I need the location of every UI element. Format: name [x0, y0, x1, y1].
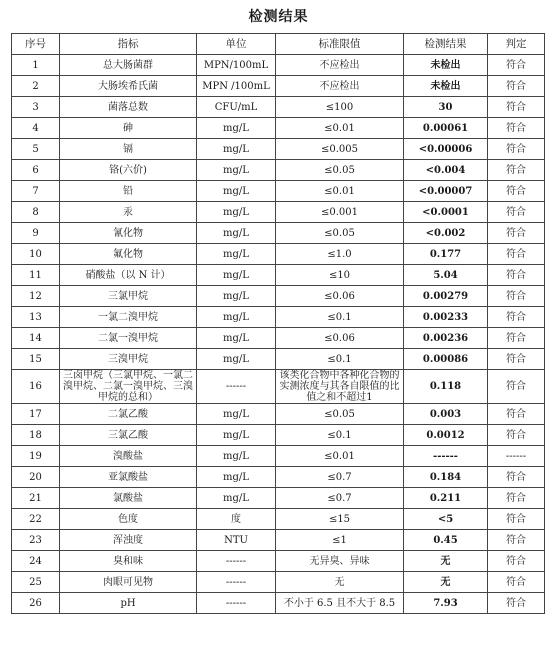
- table-row: [12, 467, 545, 488]
- cell-limit: 无异臭、异味: [276, 551, 404, 572]
- cell-indicator: 汞: [60, 202, 197, 223]
- table-row: [12, 572, 545, 593]
- cell-unit: mg/L: [197, 139, 276, 160]
- table-row: [12, 118, 545, 139]
- cell-limit: ≤100: [276, 97, 404, 118]
- table-row: [12, 328, 545, 349]
- cell-indicator: 浑浊度: [60, 530, 197, 551]
- cell-result: 0.211: [404, 488, 488, 509]
- cell-indicator: 硝酸盐（以 N 计）: [60, 265, 197, 286]
- table-row: [12, 55, 545, 76]
- cell-unit: mg/L: [197, 181, 276, 202]
- cell-index: 12: [12, 286, 60, 307]
- cell-verdict: 符合: [488, 223, 545, 244]
- cell-indicator: 氯酸盐: [60, 488, 197, 509]
- table-row: [12, 244, 545, 265]
- cell-verdict: 符合: [488, 139, 545, 160]
- cell-unit: NTU: [197, 530, 276, 551]
- cell-index: 18: [12, 425, 60, 446]
- cell-result: 0.00233: [404, 307, 488, 328]
- cell-index: 26: [12, 593, 60, 614]
- cell-result: 0.118: [404, 370, 488, 404]
- cell-limit: 不应检出: [276, 55, 404, 76]
- cell-limit: ≤1: [276, 530, 404, 551]
- cell-index: 4: [12, 118, 60, 139]
- cell-result: 0.177: [404, 244, 488, 265]
- cell-index: 9: [12, 223, 60, 244]
- table-row: [12, 551, 545, 572]
- cell-index: 8: [12, 202, 60, 223]
- cell-limit: ≤0.1: [276, 307, 404, 328]
- cell-limit: ≤0.7: [276, 488, 404, 509]
- header-index: 序号: [12, 34, 60, 55]
- cell-result: 无: [404, 572, 488, 593]
- cell-unit: mg/L: [197, 160, 276, 181]
- cell-unit: 度: [197, 509, 276, 530]
- cell-unit: MPN/100mL: [197, 55, 276, 76]
- cell-verdict: 符合: [488, 286, 545, 307]
- page-title: 检测结果: [248, 9, 309, 25]
- cell-verdict: 符合: [488, 509, 545, 530]
- table-row: [12, 446, 545, 467]
- cell-unit: mg/L: [197, 425, 276, 446]
- cell-unit: mg/L: [197, 202, 276, 223]
- cell-result: 0.184: [404, 467, 488, 488]
- table-row: [12, 425, 545, 446]
- header-verdict: 判定: [488, 34, 545, 55]
- cell-unit: mg/L: [197, 467, 276, 488]
- table-row: [12, 593, 545, 614]
- cell-result: <0.0001: [404, 202, 488, 223]
- cell-index: 21: [12, 488, 60, 509]
- cell-verdict: 符合: [488, 55, 545, 76]
- cell-index: 11: [12, 265, 60, 286]
- cell-indicator: 氰化物: [60, 223, 197, 244]
- cell-index: 7: [12, 181, 60, 202]
- table-row: [12, 202, 545, 223]
- cell-index: 15: [12, 349, 60, 370]
- cell-indicator: 铬(六价): [60, 160, 197, 181]
- cell-indicator: 铅: [60, 181, 197, 202]
- cell-limit: ≤1.0: [276, 244, 404, 265]
- cell-index: 6: [12, 160, 60, 181]
- table-row: [12, 181, 545, 202]
- cell-result: <0.00007: [404, 181, 488, 202]
- cell-unit: ------: [197, 572, 276, 593]
- cell-unit: mg/L: [197, 118, 276, 139]
- cell-result: 0.45: [404, 530, 488, 551]
- cell-indicator: 三氯甲烷: [60, 286, 197, 307]
- cell-indicator: 臭和味: [60, 551, 197, 572]
- cell-indicator: 色度: [60, 509, 197, 530]
- cell-verdict: ------: [488, 446, 545, 467]
- cell-limit: 该类化合物中各种化合物的实测浓度与其各自限值的比值之和不超过1: [276, 370, 404, 404]
- table-row: [12, 509, 545, 530]
- cell-unit: MPN /100mL: [197, 76, 276, 97]
- header-unit: 单位: [197, 34, 276, 55]
- cell-index: 10: [12, 244, 60, 265]
- table-row: [12, 97, 545, 118]
- cell-limit: 无: [276, 572, 404, 593]
- cell-limit: ≤0.01: [276, 118, 404, 139]
- cell-index: 17: [12, 404, 60, 425]
- cell-limit: ≤0.001: [276, 202, 404, 223]
- cell-verdict: 符合: [488, 404, 545, 425]
- cell-verdict: 符合: [488, 370, 545, 404]
- cell-unit: mg/L: [197, 328, 276, 349]
- cell-verdict: 符合: [488, 244, 545, 265]
- cell-limit: 不小于 6.5 且不大于 8.5: [276, 593, 404, 614]
- cell-verdict: 符合: [488, 202, 545, 223]
- cell-verdict: 符合: [488, 307, 545, 328]
- cell-verdict: 符合: [488, 76, 545, 97]
- cell-index: 24: [12, 551, 60, 572]
- cell-limit: ≤0.05: [276, 160, 404, 181]
- cell-indicator: 亚氯酸盐: [60, 467, 197, 488]
- cell-indicator: 三氯乙酸: [60, 425, 197, 446]
- cell-indicator: 一氯二溴甲烷: [60, 307, 197, 328]
- cell-unit: mg/L: [197, 349, 276, 370]
- cell-indicator: 砷: [60, 118, 197, 139]
- cell-indicator: 三卤甲烷（三氯甲烷、一氯二溴甲烷、二氯一溴甲烷、三溴甲烷的总和）: [60, 370, 197, 404]
- cell-index: 5: [12, 139, 60, 160]
- cell-limit: ≤0.1: [276, 425, 404, 446]
- cell-result: <0.004: [404, 160, 488, 181]
- cell-verdict: 符合: [488, 160, 545, 181]
- cell-unit: ------: [197, 370, 276, 404]
- header-result: 检测结果: [404, 34, 488, 55]
- table-row: [12, 349, 545, 370]
- cell-indicator: 镉: [60, 139, 197, 160]
- cell-verdict: 符合: [488, 551, 545, 572]
- cell-limit: ≤0.05: [276, 223, 404, 244]
- table-row: [12, 307, 545, 328]
- cell-result: 无: [404, 551, 488, 572]
- cell-limit: ≤10: [276, 265, 404, 286]
- cell-index: 20: [12, 467, 60, 488]
- table-row: [12, 530, 545, 551]
- cell-unit: mg/L: [197, 265, 276, 286]
- cell-verdict: 符合: [488, 265, 545, 286]
- cell-indicator: 二氯乙酸: [60, 404, 197, 425]
- table-body: [12, 55, 545, 614]
- cell-unit: ------: [197, 593, 276, 614]
- cell-unit: ------: [197, 551, 276, 572]
- cell-index: 23: [12, 530, 60, 551]
- cell-index: 22: [12, 509, 60, 530]
- cell-unit: mg/L: [197, 488, 276, 509]
- cell-indicator: 三溴甲烷: [60, 349, 197, 370]
- cell-indicator: 菌落总数: [60, 97, 197, 118]
- cell-verdict: 符合: [488, 328, 545, 349]
- cell-index: 2: [12, 76, 60, 97]
- cell-index: 16: [12, 370, 60, 404]
- cell-verdict: 符合: [488, 467, 545, 488]
- cell-indicator: 总大肠菌群: [60, 55, 197, 76]
- cell-limit: ≤15: [276, 509, 404, 530]
- cell-verdict: 符合: [488, 488, 545, 509]
- table-row: [12, 286, 545, 307]
- cell-limit: ≤0.005: [276, 139, 404, 160]
- cell-verdict: 符合: [488, 572, 545, 593]
- table-header-row: [12, 34, 545, 55]
- cell-result: 0.003: [404, 404, 488, 425]
- cell-unit: mg/L: [197, 223, 276, 244]
- cell-limit: ≤0.05: [276, 404, 404, 425]
- cell-result: 未检出: [404, 55, 488, 76]
- cell-result: <5: [404, 509, 488, 530]
- cell-limit: ≤0.06: [276, 286, 404, 307]
- table-row: [12, 370, 545, 404]
- cell-result: <0.00006: [404, 139, 488, 160]
- header-indicator: 指标: [60, 34, 197, 55]
- cell-unit: mg/L: [197, 404, 276, 425]
- cell-verdict: 符合: [488, 349, 545, 370]
- cell-limit: ≤0.01: [276, 446, 404, 467]
- cell-index: 3: [12, 97, 60, 118]
- cell-unit: CFU/mL: [197, 97, 276, 118]
- results-table: [11, 33, 545, 614]
- cell-result: 0.00279: [404, 286, 488, 307]
- table-row: [12, 76, 545, 97]
- cell-unit: mg/L: [197, 286, 276, 307]
- cell-verdict: 符合: [488, 97, 545, 118]
- cell-index: 14: [12, 328, 60, 349]
- cell-result: <0.002: [404, 223, 488, 244]
- table-row: [12, 265, 545, 286]
- cell-limit: ≤0.7: [276, 467, 404, 488]
- cell-index: 1: [12, 55, 60, 76]
- cell-limit: 不应检出: [276, 76, 404, 97]
- table-row: [12, 139, 545, 160]
- table-row: [12, 404, 545, 425]
- cell-limit: ≤0.06: [276, 328, 404, 349]
- cell-indicator: 氟化物: [60, 244, 197, 265]
- cell-limit: ≤0.1: [276, 349, 404, 370]
- cell-index: 25: [12, 572, 60, 593]
- cell-indicator: 大肠埃希氏菌: [60, 76, 197, 97]
- cell-indicator: 肉眼可见物: [60, 572, 197, 593]
- cell-verdict: 符合: [488, 181, 545, 202]
- cell-unit: mg/L: [197, 244, 276, 265]
- cell-result: 0.0012: [404, 425, 488, 446]
- cell-verdict: 符合: [488, 593, 545, 614]
- cell-indicator: 溴酸盐: [60, 446, 197, 467]
- table-row: [12, 223, 545, 244]
- cell-index: 19: [12, 446, 60, 467]
- cell-result: ------: [404, 446, 488, 467]
- cell-limit: ≤0.01: [276, 181, 404, 202]
- cell-unit: mg/L: [197, 446, 276, 467]
- cell-result: 0.00236: [404, 328, 488, 349]
- table-row: [12, 160, 545, 181]
- cell-indicator: 二氯一溴甲烷: [60, 328, 197, 349]
- cell-indicator: pH: [60, 593, 197, 614]
- header-limit: 标准限值: [276, 34, 404, 55]
- cell-result: 7.93: [404, 593, 488, 614]
- cell-result: 5.04: [404, 265, 488, 286]
- table-row: [12, 488, 545, 509]
- cell-result: 未检出: [404, 76, 488, 97]
- cell-unit: mg/L: [197, 307, 276, 328]
- cell-result: 0.00061: [404, 118, 488, 139]
- cell-verdict: 符合: [488, 118, 545, 139]
- cell-verdict: 符合: [488, 425, 545, 446]
- cell-verdict: 符合: [488, 530, 545, 551]
- cell-result: 30: [404, 97, 488, 118]
- cell-index: 13: [12, 307, 60, 328]
- cell-result: 0.00086: [404, 349, 488, 370]
